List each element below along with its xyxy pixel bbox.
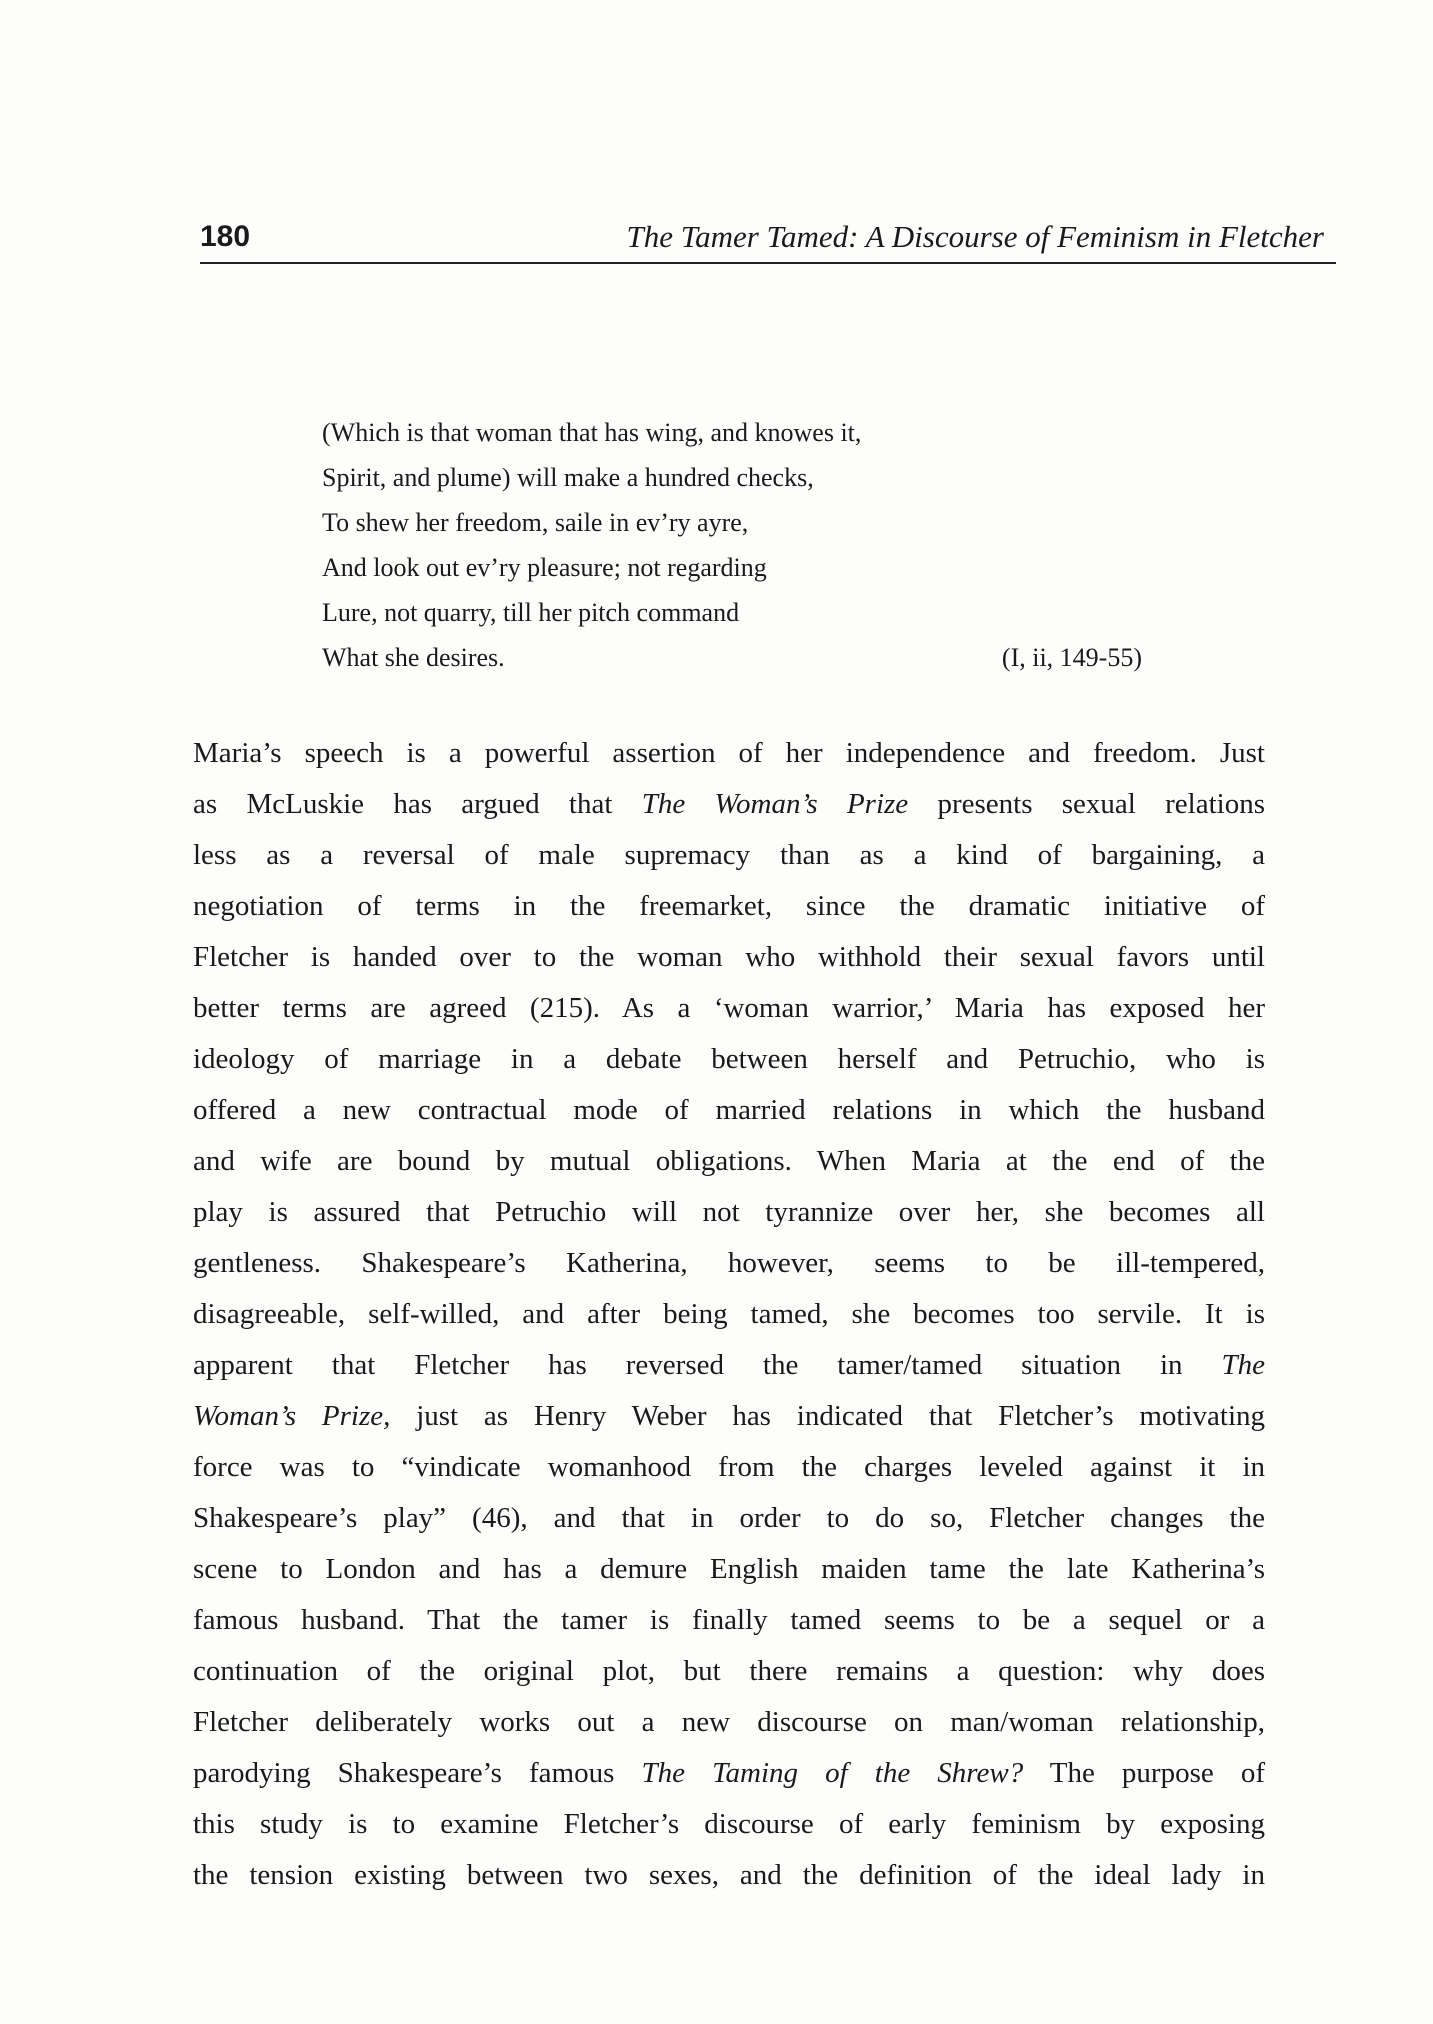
quote-line: To shew her freedom, saile in ev’ry ayre, (322, 508, 749, 537)
italic-title-text: Woman’s Prize, (193, 1400, 391, 1432)
body-line (193, 1493, 1265, 1544)
body-text-segment: offered a new contractual mode of married relations in which the husband (193, 1094, 1265, 1126)
page-number: 180 (200, 220, 251, 253)
body-line (193, 1085, 1265, 1136)
body-text-segment: this study is to examine Fletcher’s discourse of early feminism by exposing (193, 1808, 1265, 1840)
body-text-segment: just as Henry Weber has indicated that Fletcher’s motivating (390, 1400, 1265, 1432)
body-line (193, 1850, 1265, 1901)
body-text-segment: presents sexual relations (908, 788, 1265, 820)
body-text-segment: as McLuskie has argued that (193, 788, 642, 820)
body-line (193, 1034, 1265, 1085)
running-title: The Tamer Tamed: A Discourse of Feminism in Fletcher (626, 219, 1324, 254)
quote-line: And look out ev’ry pleasure; not regarding (322, 553, 767, 582)
quote-line: Lure, not quarry, till her pitch command (322, 598, 740, 627)
body-text-segment: negotiation of terms in the freemarket, since the dramatic initiative of (193, 890, 1265, 922)
body-line (193, 728, 1265, 779)
body-text-segment: continuation of the original plot, but there remains a question: why does (193, 1655, 1265, 1687)
body-text-segment: Shakespeare’s play” (46), and that in order to do so, Fletcher changes the (193, 1502, 1265, 1534)
body-line (193, 932, 1265, 983)
body-text-segment: ideology of marriage in a debate between herself and Petruchio, who is (193, 1043, 1265, 1075)
body-text-segment: gentleness. Shakespeare’s Katherina, however, seems to be ill-tempered, (193, 1247, 1265, 1279)
body-line (193, 881, 1265, 932)
body-line (193, 1697, 1265, 1748)
body-line (193, 1442, 1265, 1493)
block-quote (322, 410, 1142, 680)
body-text-segment: disagreeable, self-willed, and after being tamed, she becomes too servile. It is (193, 1298, 1265, 1330)
quote-line-text: What she desires. (322, 643, 505, 672)
body-text-segment: Fletcher is handed over to the woman who withhold their sexual favors until (193, 941, 1265, 973)
body-paragraph (193, 728, 1265, 1901)
body-text-segment: Maria’s speech is a powerful assertion of her independence and freedom. Just (193, 737, 1265, 769)
body-line (193, 1187, 1265, 1238)
body-line (193, 1136, 1265, 1187)
italic-title-text: The Taming of the Shrew? (641, 1757, 1024, 1789)
italic-title-text: The Woman’s Prize (641, 788, 909, 820)
quote-last-line (322, 635, 1142, 680)
body-line (193, 779, 1265, 830)
quote-line: (Which is that woman that has wing, and knowes it, (322, 418, 862, 447)
quote-citation: (I, ii, 149-55) (1001, 643, 1142, 672)
body-text-segment: apparent that Fletcher has reversed the tamer/tamed situation in (193, 1349, 1222, 1381)
italic-title-text: The (1221, 1349, 1265, 1381)
body-line (193, 983, 1265, 1034)
body-line (193, 1391, 1265, 1442)
body-line (193, 1595, 1265, 1646)
body-line (193, 1799, 1265, 1850)
body-text-segment: scene to London and has a demure English maiden tame the late Katherina’s (193, 1553, 1265, 1585)
quote-line: Spirit, and plume) will make a hundred checks, (322, 463, 814, 492)
body-text-segment: famous husband. That the tamer is finally tamed seems to be a sequel or a (193, 1604, 1265, 1636)
body-line (193, 830, 1265, 881)
body-line (193, 1748, 1265, 1799)
body-line (193, 1646, 1265, 1697)
body-text-segment: the tension existing between two sexes, and the definition of the ideal lady in (193, 1859, 1265, 1891)
body-line (193, 1544, 1265, 1595)
body-text-segment: and wife are bound by mutual obligations. When Maria at the end of the (193, 1145, 1265, 1177)
body-text-segment: play is assured that Petruchio will not tyrannize over her, she becomes all (193, 1196, 1265, 1228)
body-line (193, 1289, 1265, 1340)
body-text-segment: force was to “vindicate womanhood from the charges leveled against it in (193, 1451, 1265, 1483)
page-header (200, 216, 1336, 264)
body-text-segment: less as a reversal of male supremacy than as a kind of bargaining, a (193, 839, 1265, 871)
body-text-segment: Fletcher deliberately works out a new discourse on man/woman relationship, (193, 1706, 1265, 1738)
body-text-segment: The purpose of (1023, 1757, 1265, 1789)
body-text-segment: better terms are agreed (215). As a ‘woman warrior,’ Maria has exposed her (193, 992, 1265, 1024)
body-text-segment: parodying Shakespeare’s famous (193, 1757, 642, 1789)
body-line (193, 1238, 1265, 1289)
body-line (193, 1340, 1265, 1391)
